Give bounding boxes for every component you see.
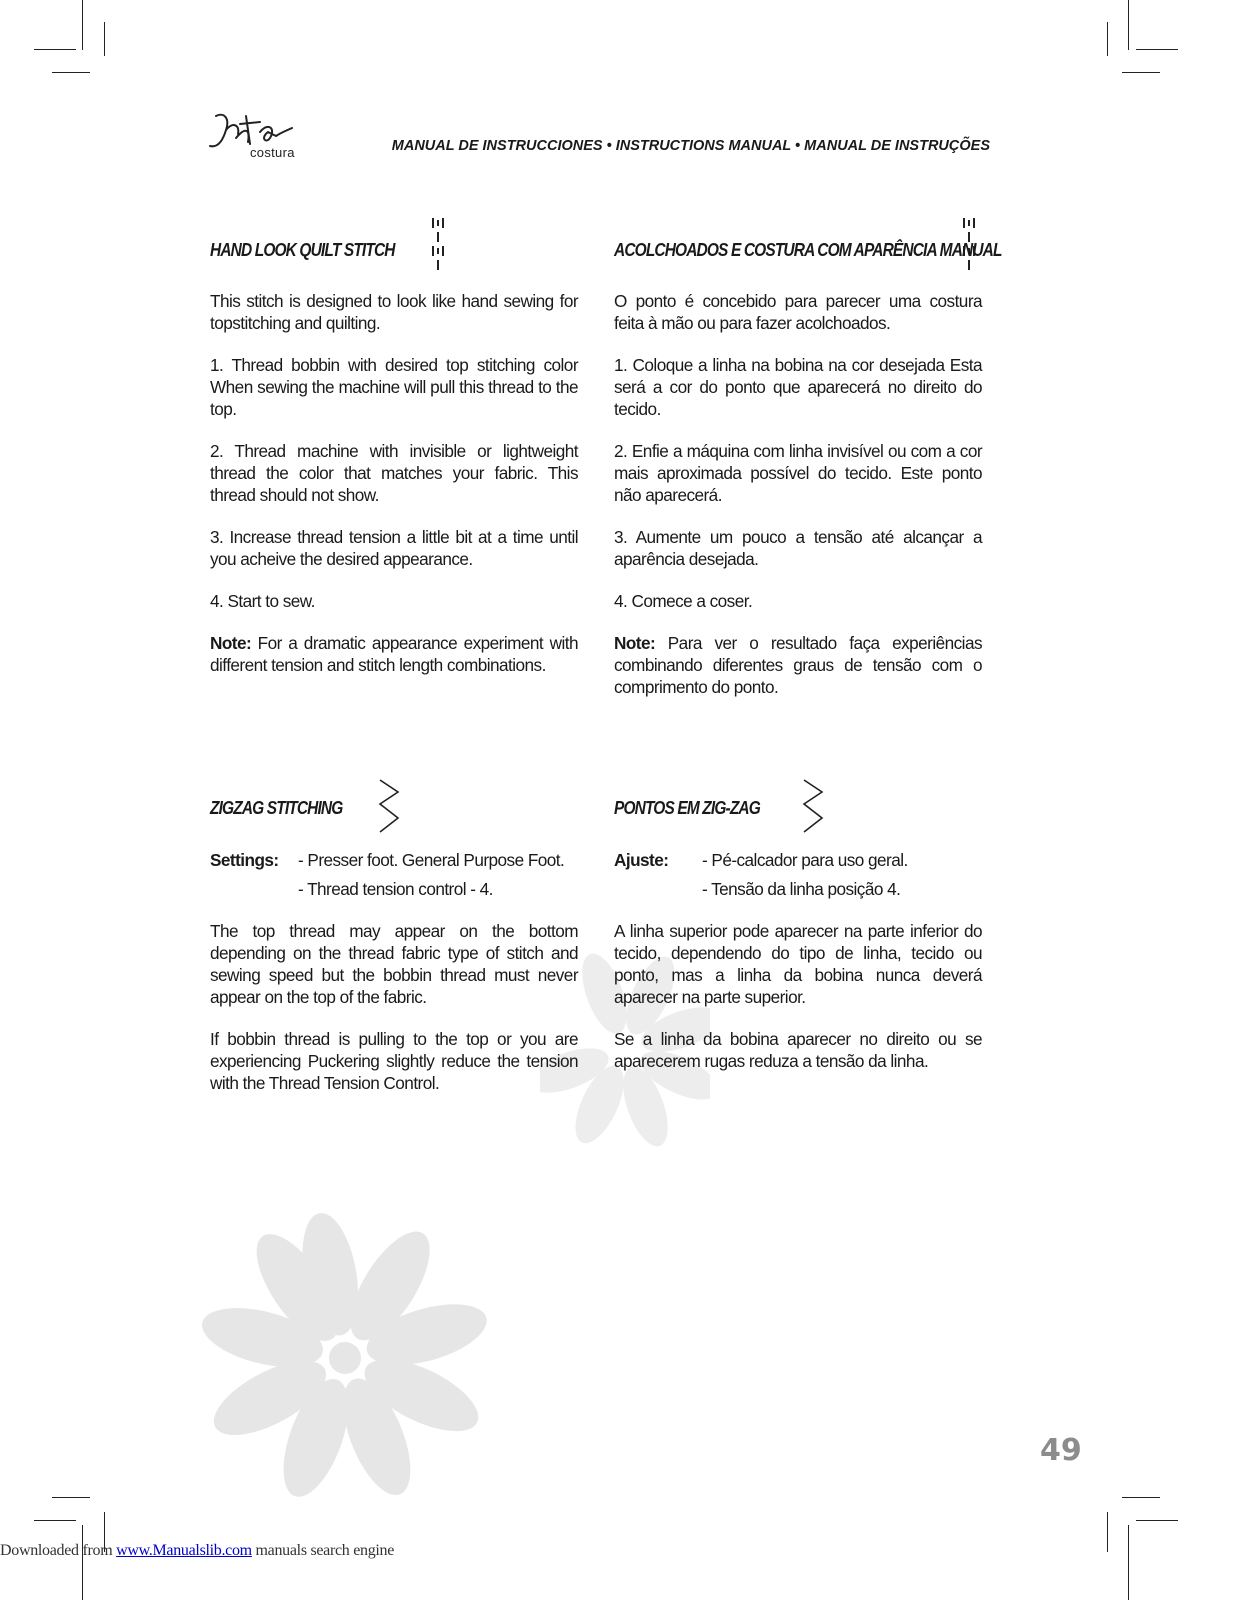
paragraph: A linha superior pode aparecer na parte inferior do tecido, dependendo do tipo de linha, tecido ou ponto, mas a linha da bobina nunca deverá aparecer na parte superior.	[614, 921, 982, 1007]
footer-suffix: manuals search engine	[251, 1542, 395, 1559]
note-text: For a dramatic appearance experiment with different tension and stitch length combinations.	[210, 633, 578, 675]
crop-mark	[1136, 1520, 1178, 1521]
quilt-pt-column	[614, 290, 982, 718]
paragraph: 1. Coloque a linha na bobina na cor desejada Esta será a cor do ponto que aparecerá no direito do tecido.	[614, 355, 982, 419]
note-label: Note:	[210, 633, 252, 653]
crop-mark	[1128, 0, 1129, 50]
flower-watermark-icon	[195, 1208, 495, 1508]
note-label: Note:	[614, 633, 656, 653]
paragraph: Se a linha da bobina aparecer no direito ou se aparecerem rugas reduza a tensão da linha.	[614, 1029, 982, 1071]
zigzag-stitch-icon	[800, 778, 826, 834]
quilt-stitch-icon	[431, 216, 445, 272]
crop-mark	[104, 22, 105, 56]
section-heading-quilt-pt: ACOLCHOADOS E COSTURA COM APARÊNCIA MANUAL	[614, 240, 1002, 260]
settings-line: - Tensão da linha posição 4.	[702, 879, 901, 899]
section-heading-zigzag-en: ZIGZAG STITCHING	[210, 798, 343, 818]
manualslib-link[interactable]: www.Manualslib.com	[116, 1542, 252, 1559]
crop-mark	[1136, 49, 1178, 50]
paragraph: 1. Thread bobbin with desired top stitching color When sewing the machine will pull this thread to the top.	[210, 355, 578, 419]
zigzag-pt-column	[614, 846, 982, 1092]
crop-mark	[82, 1525, 83, 1600]
paragraph: O ponto é concebido para parecer uma costura feita à mão ou para fazer acolchoados.	[614, 291, 982, 333]
download-footer	[0, 1542, 394, 1560]
settings-line: - Presser foot. General Purpose Foot.	[298, 850, 565, 870]
quilt-en-column	[210, 290, 578, 696]
settings-block	[210, 846, 578, 904]
crop-mark	[82, 0, 83, 50]
page-number: 49	[1040, 1433, 1082, 1468]
note-text: Para ver o resultado faça experiências combinando diferentes graus de tensão com o comprimento do ponto.	[614, 633, 982, 697]
paragraph: 3. Increase thread tension a little bit at a time until you acheive the desired appearance.	[210, 527, 578, 569]
manual-header-title: MANUAL DE INSTRUCCIONES • INSTRUCTIONS MANUAL • MANUAL DE INSTRUÇÕES	[391, 138, 990, 154]
footer-prefix: Downloaded from	[0, 1542, 117, 1559]
settings-label: Ajuste:	[614, 850, 669, 870]
crop-mark	[52, 1497, 90, 1498]
note-paragraph	[210, 632, 578, 676]
crop-mark	[34, 1520, 76, 1521]
crop-mark	[1122, 1497, 1160, 1498]
paragraph: 3. Aumente um pouco a tensão até alcançar a aparência desejada.	[614, 527, 982, 569]
settings-line: - Thread tension control - 4.	[298, 879, 493, 899]
note-paragraph	[614, 632, 982, 698]
section-heading-zigzag-pt: PONTOS EM ZIG-ZAG	[614, 798, 760, 818]
crop-mark	[1107, 1512, 1108, 1552]
crop-mark	[1107, 22, 1108, 56]
crop-mark	[34, 49, 76, 50]
settings-block	[614, 846, 982, 904]
brand-logo	[206, 108, 306, 168]
crop-mark	[52, 72, 90, 73]
paragraph: 4. Start to sew.	[210, 591, 315, 611]
settings-line: - Pé-calcador para uso geral.	[702, 850, 908, 870]
zigzag-stitch-icon	[376, 778, 402, 834]
logo-subtitle: costura	[250, 145, 295, 160]
zigzag-en-column	[210, 846, 578, 1114]
settings-label: Settings:	[210, 850, 279, 870]
paragraph: 4. Comece a coser.	[614, 591, 753, 611]
paragraph: 2. Thread machine with invisible or lightweight thread the color that matches your fabric. This thread should not show.	[210, 441, 578, 505]
section-heading-quilt-en: HAND LOOK QUILT STITCH	[210, 240, 395, 260]
crop-mark	[1122, 72, 1160, 73]
paragraph: 2. Enfie a máquina com linha invisível ou com a cor mais aproximada possível do tecido. Este ponto não aparecerá.	[614, 441, 982, 505]
paragraph: If bobbin thread is pulling to the top or you are experiencing Puckering slightly reduce the tension with the Thread Tension Control.	[210, 1029, 578, 1093]
crop-mark	[1128, 1525, 1129, 1600]
paragraph: This stitch is designed to look like hand sewing for topstitching and quilting.	[210, 291, 578, 333]
paragraph: The top thread may appear on the bottom depending on the thread fabric type of stitch and sewing speed but the bobbin thread must never appear on the top of the fabric.	[210, 921, 578, 1007]
